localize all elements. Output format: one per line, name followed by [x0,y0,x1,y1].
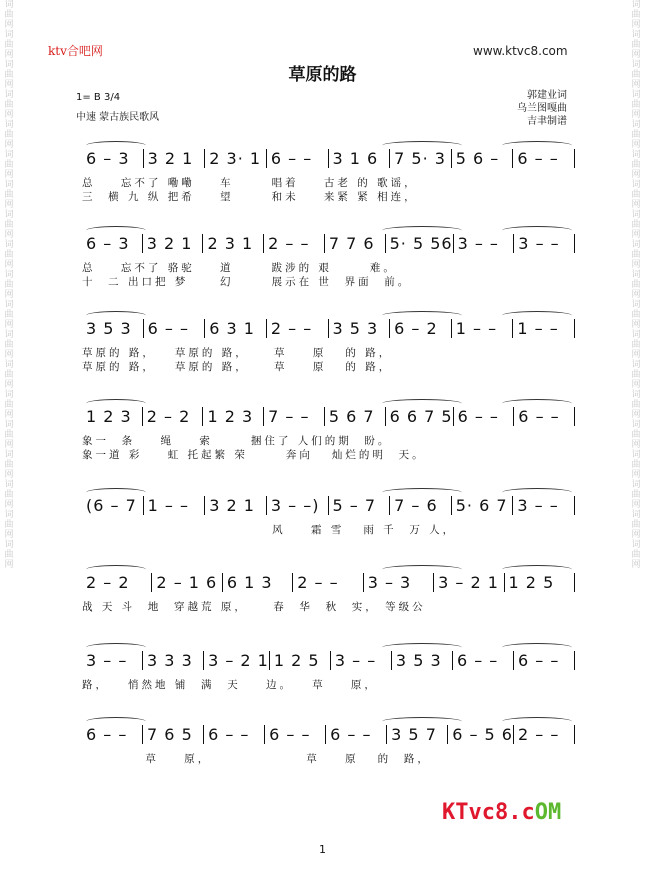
measure: 3 3 3 [142,651,203,670]
slur-mark [86,643,146,652]
measure: 3 – – [513,234,575,253]
measure: 6 – – [513,407,575,426]
measure: 3 – 2 1 [203,651,269,670]
notation-line [82,232,575,254]
measure: 1 – – [143,496,205,515]
tempo-style: 中速 蒙古族民歌风 [76,112,160,123]
measure: 3 1 6 [328,149,390,168]
measure: 6 – 3 [86,148,130,168]
measure: 5 6 7 [324,407,385,426]
score-row [82,494,575,570]
notation-line [82,317,575,339]
slur-mark [86,141,146,150]
ktvc8-logo [442,800,561,825]
lyric-line-1: 路， 悄然地 铺 满 天 边。 草 原， [82,679,378,691]
lyric-line-2: 三 横 九 纵 把希 望 和未 来紧 紧 相连， [82,191,418,203]
logo-green-text: OM [534,800,562,825]
measure: 1 – – [451,319,513,338]
measure: 6 – – [143,319,205,338]
measure: 6 – – [512,149,575,168]
measure: 2 – – [266,319,328,338]
notation-line [82,649,575,671]
measure: 6 – – [452,651,513,670]
measure: 5 6 – [451,149,513,168]
measure: 2 – – [292,573,362,592]
slur-mark [382,488,462,497]
measure: 5· 5 56 [385,234,453,253]
slur-mark [502,717,572,726]
measure: 1 2 3 [202,407,263,426]
lyric-line-2: 草原的 路， 草原的 路， 草 原 的 路， [82,361,393,373]
score-row [82,317,575,393]
measure: 5 – 7 [328,496,390,515]
measure: 7 7 6 [324,234,385,253]
slur-mark [382,399,462,408]
slur-mark [502,141,572,150]
notation-line [82,571,575,593]
measure: 3 2 1 [143,149,205,168]
slur-mark [382,565,462,574]
composer: 乌兰图嘎曲 [517,103,567,114]
measure: 6 – – [325,725,386,744]
measure: 6 – – [453,407,514,426]
watermark-left: 词曲网词曲网词曲网词曲网词曲网词曲网词曲网词曲网词曲网词曲网词曲网词曲网词曲网词曲网词曲网词曲网词曲网词曲网词曲网 [4,0,14,570]
notation-line [82,147,575,169]
watermark-right: 词曲网词曲网词曲网词曲网词曲网词曲网词曲网词曲网词曲网词曲网词曲网词曲网词曲网词曲网词曲网词曲网词曲网词曲网词曲网 [631,0,641,570]
measure: 2 3 1 [202,234,263,253]
measure: 1 – – [512,319,575,338]
lyric-line-2: 象一道 彩 虹 托起繁 荣 奔向 灿烂的明 天。 [82,449,426,461]
measure: 3 – – [86,650,128,670]
slur-mark [382,226,462,235]
measure: 7 6 5 [142,725,203,744]
site-brand: ktv合吧网 [48,44,103,58]
slur-mark [502,399,572,408]
lyric-line-1: 草 原， 草 原 的 路， [82,753,431,765]
measure: 1 2 5 [269,651,330,670]
notation-line [82,494,575,516]
slur-mark [382,717,462,726]
slur-mark [86,717,146,726]
slur-mark [502,311,572,320]
lyric-line-2: 十 二 出口把 梦 幻 展示在 世 界面 前。 [82,276,412,288]
slur-mark [382,311,462,320]
measure: 3 2 1 [142,234,203,253]
logo-red-text: KTvc8.c [442,800,535,825]
score-row [82,649,575,725]
slur-mark [86,311,146,320]
slur-mark [382,141,462,150]
slur-mark [382,643,462,652]
score-row [82,232,575,308]
measure: 6 6 7 5 [385,407,453,426]
lyric-line-1: 风 霜 雪 雨 千 万 人， [82,524,457,536]
slur-mark [86,226,146,235]
measure: (6 – 7 [86,495,137,515]
measure: 6 – – [266,149,328,168]
slur-mark [502,488,572,497]
slur-mark [86,399,146,408]
measure: 6 – – [264,725,325,744]
measure: 3 2 1 [204,496,266,515]
measure: 3 – – [330,651,391,670]
score-row [82,405,575,481]
measure: 3 5 3 [86,318,132,338]
measure: 3 – – [453,234,514,253]
measure: 1 2 3 [86,406,132,426]
measure: 7 – 6 [389,496,451,515]
notation-line [82,405,575,427]
key-signature: 1= B 3/4 [76,92,121,103]
song-title: 草原的路 [288,65,357,85]
measure: 3 5 3 [328,319,390,338]
score-row [82,723,575,799]
slur-mark [86,488,146,497]
measure: 2 – – [263,234,324,253]
site-url: www.ktvc8.com [473,44,568,58]
measure: 2 – 2 [86,572,130,592]
measure: 6 – 2 [389,319,451,338]
measure: 3 – – [512,496,575,515]
measure: 3 5 3 [391,651,452,670]
measure: 6 – – [86,724,128,744]
slur-mark [502,226,572,235]
measure: 1 2 5 [504,573,575,592]
measure: 6 1 3 [222,573,292,592]
lyric-line-1: 战 天 斗 地 穿越荒 原， 春 华 秋 实， 等级公 [82,601,426,613]
measure: 6 3 1 [204,319,266,338]
arranger: 吉聿制谱 [527,116,567,127]
lyric-line-1: 象一 条 绳 索 捆住了 人们的期 盼。 [82,435,392,447]
measure: 6 – 3 [86,233,130,253]
measure: 3 5 7 [386,725,447,744]
slur-mark [86,565,146,574]
measure: 6 – 5 6 [447,725,513,744]
measure: 6 – – [513,651,575,670]
score-row [82,147,575,223]
measure: 7 5· 3 [389,149,451,168]
notation-line [82,723,575,745]
measure: 5· 6 7 [451,496,513,515]
lyric-line-1: 草原的 路， 草原的 路， 草 原 的 路， [82,347,393,359]
measure: 2 – – [513,725,575,744]
measure: 2 – 1 6 [151,573,221,592]
slur-mark [502,565,572,574]
lyric-line-1: 总 忘不了 骆驼 道 跋涉的 艰 难。 [82,262,397,274]
measure: 7 – – [263,407,324,426]
slur-mark [502,643,572,652]
measure: 3 – –) [266,496,328,515]
measure: 2 – 2 [142,407,203,426]
page-number: 1 [319,843,326,856]
measure: 3 – 2 1 [433,573,503,592]
score-row [82,571,575,647]
measure: 6 – – [203,725,264,744]
measure: 3 – 3 [363,573,433,592]
measure: 2 3· 1 [204,149,266,168]
lyric-line-1: 总 忘不了 嘞嘞 车 唱着 古老 的 歌谣， [82,177,418,189]
lyricist: 郭建业词 [527,90,567,101]
